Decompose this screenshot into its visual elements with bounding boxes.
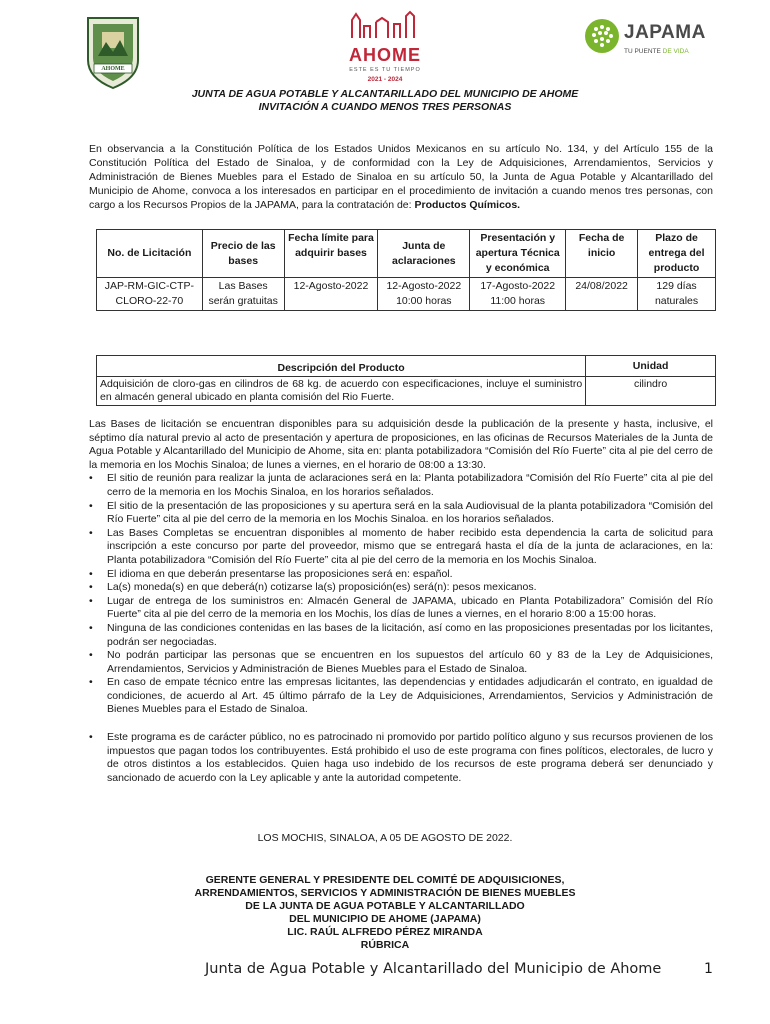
intro-text: En observancia a la Constitución Política de los Estados Unidos Mexicanos en su artículo No. 134, y del Artículo 155 de la Constitución Política del Estado de Sinaloa, y de conformidad con la Ley de Adquisiciones, Arrendamientos, Servicios y Administración de Bienes Muebles para el Estado de Sinaloa en su artículo 50, la Junta de Agua Potable y Alcantarillado del Municipio de Ahome, convoca a los interesados en participar en el procedimiento de invitación a cuando menos tres personas, con cargo a los Recursos Propios de la JAPAMA, para la contratación de: — [89, 143, 713, 211]
list-item: • No podrán participar las personas que se encuentren en los supuestos del artículo 60 y 83 de la Ley de Adquisiciones, Arrendamientos, Servicios y Administración de Bienes Muebles para el Estado de Sinaloa. — [89, 649, 713, 676]
ahome-logo-name: AHOME — [349, 45, 421, 65]
list-item: • El sitio de reunión para realizar la junta de aclaraciones será en la: Planta potabilizadora “Comisión del Río Fuerte” cita al pie del cerro de la memoria en los Mochis Sinaloa, en los horarios señalados. — [89, 472, 713, 499]
table-cell: 12-Agosto-2022 — [284, 278, 378, 311]
product-unit: cilindro — [586, 377, 716, 406]
header-cell: Precio de las bases — [202, 230, 284, 278]
shield-label: AHOME — [101, 66, 125, 72]
conditions-list — [89, 472, 713, 785]
japama-logo-name: JAPAMA — [624, 22, 706, 43]
ahome-logo — [330, 10, 440, 86]
place-date: LOS MOCHIS, SINALOA, A 05 DE AGOSTO DE 2022. — [257, 832, 513, 844]
bases-paragraph: Las Bases de licitación se encuentran disponibles para su adquisición desde la publicación de la presente y hasta, inclusive, el séptimo día natural previo al acto de presentación y apertura de proposiciones, en las oficinas de Recursos Materiales de la Junta de Agua Potable y Alcantarillado del Municipio de Ahome, sita en: planta potabilizadora “Comisión del Río Fuerte” cita al pie del cerro de la memoria en los Mochis Sinaloa; de lunes a viernes, en el horario de 08:00 a 13:30. — [89, 418, 713, 471]
japama-logo — [584, 16, 714, 66]
list-item: • El sitio de la presentación de las proposiciones y su apertura será en la sala Audiovisual de la planta potabilizadora “Comisión del Río Fuerte” cita al pie del cerro de la memoria en los Mochis Sinaloa. en los horarios señalados. — [89, 500, 713, 527]
list-item: • La(s) moneda(s) en que deberá(n) cotizarse la(s) proposición(es) será(n): pesos mexicanos. — [89, 581, 713, 595]
intro-bold: Productos Químicos. — [414, 199, 521, 211]
signature-rubric: RÚBRICA — [360, 939, 410, 951]
licitacion-table — [96, 229, 716, 311]
list-item: • El idioma en que deberán presentarse las proposiciones será en: español. — [89, 568, 713, 582]
page-footer: Junta de Agua Potable y Alcantarillado del Municipio de Ahome — [205, 961, 662, 977]
japama-logo-tagline — [624, 48, 689, 55]
table-row — [97, 377, 716, 406]
page-number: 1 — [704, 961, 713, 977]
ahome-logo-years: 2021 - 2024 — [367, 76, 403, 83]
table-cell: 17-Agosto-2022 11:00 horas — [470, 278, 566, 311]
title-line-2: INVITACIÓN A CUANDO MENOS TRES PERSONAS — [258, 101, 512, 113]
list-item: • Lugar de entrega de los suministros en: Almacén General de JAPAMA, ubicado en Planta Potabilizadora” Comisión del Río Fuerte” cita al pie del cerro de la memoria en los Mochis, los días de lunes a viernes, en el horario 8:00 a 15:00 horas. — [89, 595, 713, 622]
list-item: • En caso de empate técnico entre las empresas licitantes, las dependencias y entidades adjudicarán el contrato, en igualdad de condiciones, de acuerdo al Art. 45 último párrafo de la Ley de Adquisiciones, Arrendamientos, Servicios y Administración de Bienes Muebles para el Estado de Sinaloa. — [89, 676, 713, 717]
product-description: Adquisición de cloro-gas en cilindros de 68 kg. de acuerdo con especificaciones, incluye el suministro en almacén general ubicado en planta comisión del Rio Fuerte. — [97, 377, 586, 406]
table-cell: JAP-RM-GIC-CTP-CLORO-22-70 — [97, 278, 203, 311]
table-cell: 129 días naturales — [638, 278, 716, 311]
list-item: • Este programa es de carácter público, no es patrocinado ni promovido por partido político alguno y sus recursos provienen de los impuestos que pagan todos los contribuyentes. Está prohibido el uso de este programa con fines políticos, electorales, de lucro y de otros distintos a los establecidos. Quien haga uso indebido de los recursos de este programa deberá ser denunciado y sancionado de acuerdo con la Ley aplicable y ante la autoridad competente. — [89, 731, 713, 785]
signer-name: LIC. RAÚL ALFREDO PÉREZ MIRANDA — [287, 926, 483, 938]
list-item: • Ninguna de las condiciones contenidas en las bases de la licitación, así como en las proposiciones presentadas por los licitantes, podrán ser negociadas. — [89, 622, 713, 649]
japama-tagline-a: TU PUENTE — [624, 48, 661, 55]
ahome-shield-logo — [84, 12, 142, 90]
signature-line: DEL MUNICIPIO DE AHOME (JAPAMA) — [289, 913, 481, 925]
ahome-skyline-icon — [330, 10, 440, 40]
table-cell: 24/08/2022 — [566, 278, 638, 311]
table-row — [97, 278, 716, 311]
japama-tagline-b: DE VIDA — [662, 48, 689, 55]
table-cell: 12-Agosto-2022 10:00 horas — [378, 278, 470, 311]
intro-paragraph — [89, 142, 713, 212]
signature-line: DE LA JUNTA DE AGUA POTABLE Y ALCANTARILLADO — [245, 900, 525, 912]
header-cell: Junta de aclaraciones — [378, 230, 470, 278]
table-header-row — [97, 356, 716, 377]
signature-line: ARRENDAMIENTOS, SERVICIOS Y ADMINISTRACIÓN DE BIENES MUEBLES — [194, 887, 576, 899]
list-item: • Las Bases Completas se encuentran disponibles al momento de haber recibido esta dependencia la carta de solicitud para inscripción a este concurso por parte del proveedor, mismo que se entregará hasta el día de la junta de aclaraciones, en la: Planta potabilizadora “Comisión del Río Fuerte” cita al pie del cerro de la memoria en los Mochis Sinaloa. — [89, 527, 713, 568]
ahome-logo-tagline: ESTE ES TU TIEMPO — [349, 67, 421, 73]
conditions-section — [89, 418, 713, 785]
header-cell: Descripción del Producto — [97, 356, 586, 377]
title-line-1: JUNTA DE AGUA POTABLE Y ALCANTARILLADO DEL MUNICIPIO DE AHOME — [191, 88, 579, 100]
japama-drop-icon — [584, 18, 620, 54]
signature-line: GERENTE GENERAL Y PRESIDENTE DEL COMITÉ DE ADQUISICIONES, — [205, 874, 565, 886]
header-cell: Fecha límite para adquirir bases — [284, 230, 378, 278]
header-cell: Presentación y apertura Técnica y económica — [470, 230, 566, 278]
header-cell: Fecha de inicio — [566, 230, 638, 278]
table-cell: Las Bases serán gratuitas — [202, 278, 284, 311]
header-cell: No. de Licitación — [97, 230, 203, 278]
table-header-row — [97, 230, 716, 278]
signature-block — [0, 874, 770, 952]
document-title — [0, 88, 770, 114]
header-cell: Plazo de entrega del producto — [638, 230, 716, 278]
producto-table — [96, 355, 716, 406]
header-cell: Unidad — [586, 356, 716, 377]
